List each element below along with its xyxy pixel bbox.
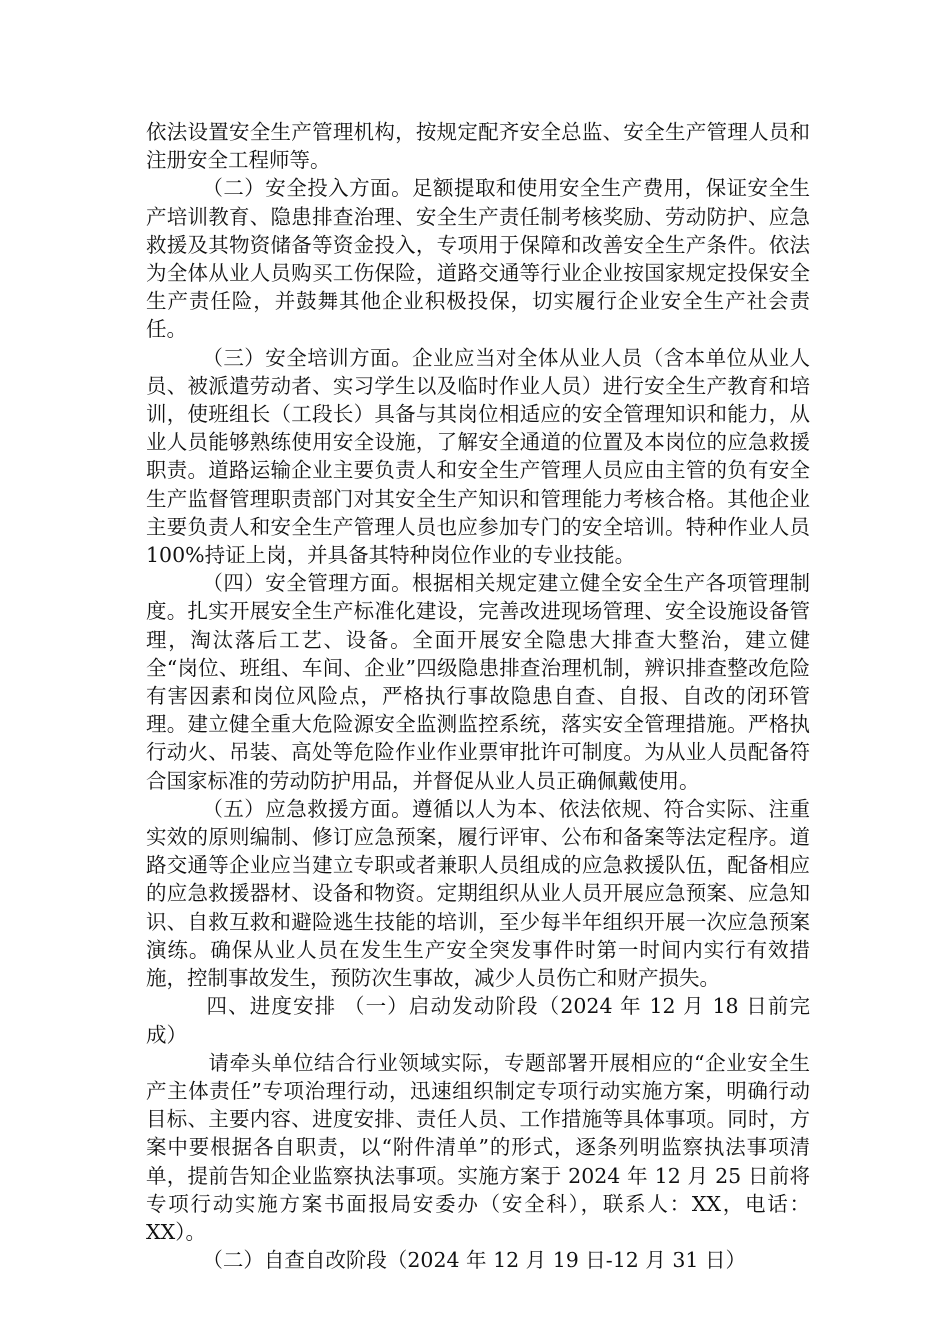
paragraph-org-setup: 依法设置安全生产管理机构，按规定配齐安全总监、安全生产管理人员和注册安全工程师等。 (146, 120, 810, 173)
section-heading-schedule: 四、进度安排 （一）启动发动阶段（2024 年 12 月 18 日前完成） (146, 994, 810, 1047)
document-page (146, 118, 810, 1274)
paragraph-kickoff-details: 请牵头单位结合行业领域实际，专题部署开展相应的“企业安全生产主体责任”专项治理行动，迅速组织制定专项行动实施方案，明确行动目标、主要内容、进度安排、责任人员、工作措施等具体事项。同时，方案中要根据各自职责，以“附件清单”的形式，逐条列明监察执法事项清单，提前告知企业监察执法事项。实施方案于 2024 年 12 月 25 日前将专项行动实施方案书面报局安委办（安全科），联系人：XX，电话：XX）。 (146, 1050, 810, 1244)
paragraph-emergency-rescue: （五）应急救援方面。遵循以人为本、依法依规、符合实际、注重实效的原则编制、修订应急预案，履行评审、公布和备案等法定程序。道路交通等企业应当建立专职或者兼职人员组成的应急救援队伍，配备相应的应急救援器材、设备和物资。定期组织从业人员开展应急预案、应急知识、自救互救和避险逃生技能的培训，至少每半年组织开展一次应急预案演练。确保从业人员在发生生产安全突发事件时第一时间内实行有效措施，控制事故发生，预防次生事故，减少人员伤亡和财产损失。 (146, 796, 810, 991)
subheading-self-check: （二）自查自改阶段（2024 年 12 月 19 日-12 月 31 日） (202, 1248, 746, 1273)
paragraph-safety-management: （四）安全管理方面。根据相关规定建立健全安全生产各项管理制度。扎实开展安全生产标准化建设，完善改进现场管理、安全设施设备管理，淘汰落后工艺、设备。全面开展安全隐患大排查大整治，建立健全“岗位、班组、车间、企业”四级隐患排查治理机制，辨识排查整改危险有害因素和岗位风险点，严格执行事故隐患自查、自报、自改的闭环管理。建立健全重大危险源安全监测监控系统，落实安全管理措施。严格执行动火、吊装、高处等危险作业作业票审批许可制度。为从业人员配备符合国家标准的劳动防护用品，并督促从业人员正确佩戴使用。 (146, 571, 810, 793)
paragraph-safety-training: （三）安全培训方面。企业应当对全体从业人员（含本单位从业人员、被派遣劳动者、实习学生以及临时作业人员）进行安全生产教育和培训，使班组长（工段长）具备与其岗位相适应的安全管理知识和能力，从业人员能够熟练使用安全设施，了解安全通道的位置及本岗位的应急救援职责。道路运输企业主要负责人和安全生产管理人员应由主管的负有安全生产监督管理职责部门对其安全生产知识和管理能力考核合格。其他企业主要负责人和安全生产管理人员也应参加专门的安全培训。特种作业人员 100%持证上岗，并具备其特种岗位作业的专业技能。 (146, 345, 810, 568)
paragraph-safety-investment: （二）安全投入方面。足额提取和使用安全生产费用，保证安全生产培训教育、隐患排查治理、安全生产责任制考核奖励、劳动防护、应急救援及其物资储备等资金投入，专项用于保障和改善安全生产条件。依法为全体从业人员购买工伤保险，道路交通等行业企业按国家规定投保安全生产责任险，并鼓舞其他企业积极投保，切实履行企业安全生产社会责任。 (146, 176, 810, 342)
